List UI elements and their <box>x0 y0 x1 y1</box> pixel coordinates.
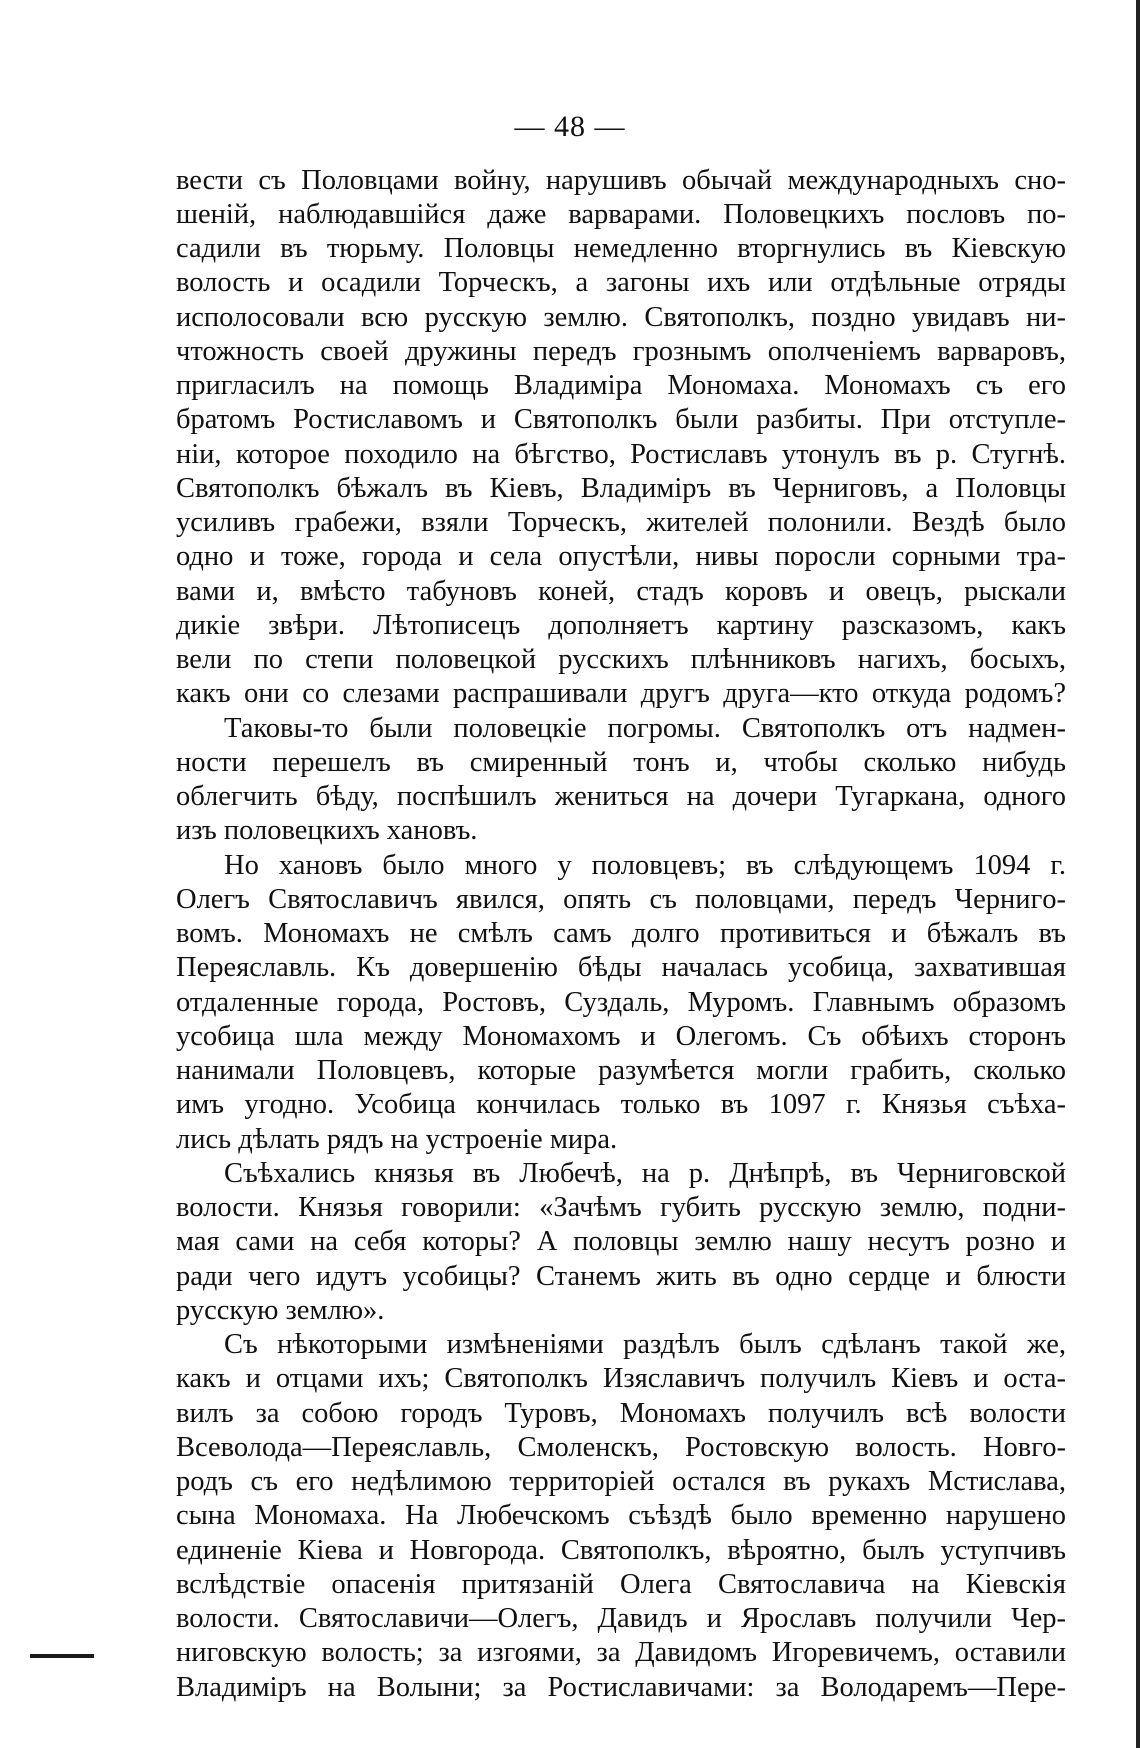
text-line: Съѣхались князья въ Любечѣ, на р. Днѣпрѣ, въ Черниговской <box>224 1158 1066 1189</box>
text-line: Съ нѣкоторыми измѣненіями раздѣлъ былъ сдѣланъ такой же, <box>224 1329 1066 1360</box>
text-line: отдаленные города, Ростовъ, Суздаль, Муромъ. Главнымъ образомъ <box>176 987 1066 1018</box>
text-line: родъ съ его недѣлимою территоріей остался въ рукахъ Мстислава, <box>176 1466 1066 1497</box>
text-line: волости. Святославичи—Олегъ, Давидъ и Ярославъ получили Чер- <box>176 1603 1066 1634</box>
text-line: облегчить бѣду, поспѣшилъ жениться на дочери Тугаркана, одного <box>176 781 1066 812</box>
text-line: Таковы-то были половецкіе погромы. Святополкъ отъ надмен- <box>224 713 1066 744</box>
text-line: изъ половецкихъ хановъ. <box>176 815 478 846</box>
text-line: имъ угодно. Усобица кончилась только въ 1097 г. Князья съѣха- <box>176 1089 1066 1120</box>
text-line: ности перешелъ въ смиренный тонъ и, чтобы сколько нибудь <box>176 747 1066 778</box>
text-line: лись дѣлать рядъ на устроеніе мира. <box>176 1124 618 1155</box>
text-line: Всеволода—Переяславль, Смоленскъ, Ростовскую волость. Новго- <box>176 1432 1066 1463</box>
text-line: вели по степи половецкой русскихъ плѣнниковъ нагихъ, босыхъ, <box>176 644 1066 675</box>
text-line: шеній, наблюдавшійся даже варварами. Половецкихъ пословъ по- <box>176 199 1066 230</box>
text-line: вомъ. Мономахъ не смѣлъ самъ долго противиться и бѣжалъ въ <box>176 918 1066 949</box>
text-line: сына Мономаха. На Любечскомъ съѣздѣ было временно нарушено <box>176 1500 1066 1531</box>
text-line: мая сами на себя которы? А половцы землю нашу несутъ розно и <box>176 1226 1066 1257</box>
text-line: одно и тоже, города и села опустѣли, нивы поросли сорными тра- <box>176 541 1066 572</box>
text-line: исполосовали всю русскую землю. Святополкъ, поздно увидавъ ни- <box>176 302 1066 333</box>
text-line: Святополкъ бѣжалъ въ Кіевъ, Владиміръ въ Черниговъ, а Половцы <box>176 473 1066 504</box>
text-line: Переяславль. Къ довершенію бѣды началась усобица, захватившая <box>176 952 1066 983</box>
text-line: пригласилъ на помощь Владиміра Мономаха. Мономахъ съ его <box>176 370 1066 401</box>
text-line: какъ и отцами ихъ; Святополкъ Изяславичъ получилъ Кіевъ и оста- <box>176 1363 1066 1394</box>
text-line: братомъ Ростиславомъ и Святополкъ были разбиты. При отступле- <box>176 404 1066 435</box>
text-line: вилъ за собою городъ Туровъ, Мономахъ получилъ всѣ волости <box>176 1398 1066 1429</box>
text-line: усиливъ грабежи, взяли Торческъ, жителей полонили. Вездѣ было <box>176 507 1066 538</box>
text-line: ніи, которое походило на бѣгство, Ростиславъ утонулъ въ р. Стугнѣ. <box>176 439 1066 470</box>
text-line: нанимали Половцевъ, которые разумѣется могли грабить, сколько <box>176 1055 1066 1086</box>
text-line: Но хановъ было много у половцевъ; въ слѣдующемъ 1094 г. <box>224 850 1066 881</box>
text-line: какъ они со слезами распрашивали другъ друга—кто откуда родомъ? <box>176 678 1066 709</box>
text-line: ниговскую волость; за изгоями, за Давидомъ Игоревичемъ, оставили <box>176 1637 1066 1668</box>
text-line: вести съ Половцами войну, нарушивъ обычай международныхъ сно- <box>176 165 1066 196</box>
text-line: Владиміръ на Волыни; за Ростиславичами: за Володаремъ—Пере- <box>176 1672 1066 1703</box>
text-line: дикіе звѣри. Лѣтописецъ дополняетъ картину разсказомъ, какъ <box>176 610 1066 641</box>
text-line: садили въ тюрьму. Половцы немедленно вторгнулись въ Кіевскую <box>176 233 1066 264</box>
page-number: — 48 — <box>514 110 626 143</box>
text-line: Олегъ Святославичъ явился, опять съ половцами, передъ Чернигo- <box>176 884 1066 915</box>
text-line: волость и осадили Торческъ, а загоны ихъ или отдѣльные отряды <box>176 267 1066 298</box>
scan-edge-shadow <box>1136 0 1140 1748</box>
text-line: вслѣдствіе опасенія притязаній Олега Святославича на Кіевскія <box>176 1569 1066 1600</box>
text-line: единеніе Кіева и Новгорода. Святополкъ, вѣроятно, былъ уступчивъ <box>176 1535 1066 1566</box>
text-line: вами и, вмѣсто табуновъ коней, стадъ коровъ и овецъ, рыскали <box>176 576 1066 607</box>
text-line: волости. Князья говорили: «Зачѣмъ губить русскую землю, подни- <box>176 1192 1066 1223</box>
text-line: чтожность своей дружины передъ грознымъ ополченіемъ варваровъ, <box>176 336 1066 367</box>
text-line: ради чего идутъ усобицы? Станемъ жить въ одно сердце и блюсти <box>176 1261 1066 1292</box>
text-line: русскую землю». <box>176 1295 385 1326</box>
margin-dash-mark <box>30 1654 94 1658</box>
text-line: усобица шла между Мономахомъ и Олегомъ. Съ обѣихъ сторонъ <box>176 1021 1066 1052</box>
